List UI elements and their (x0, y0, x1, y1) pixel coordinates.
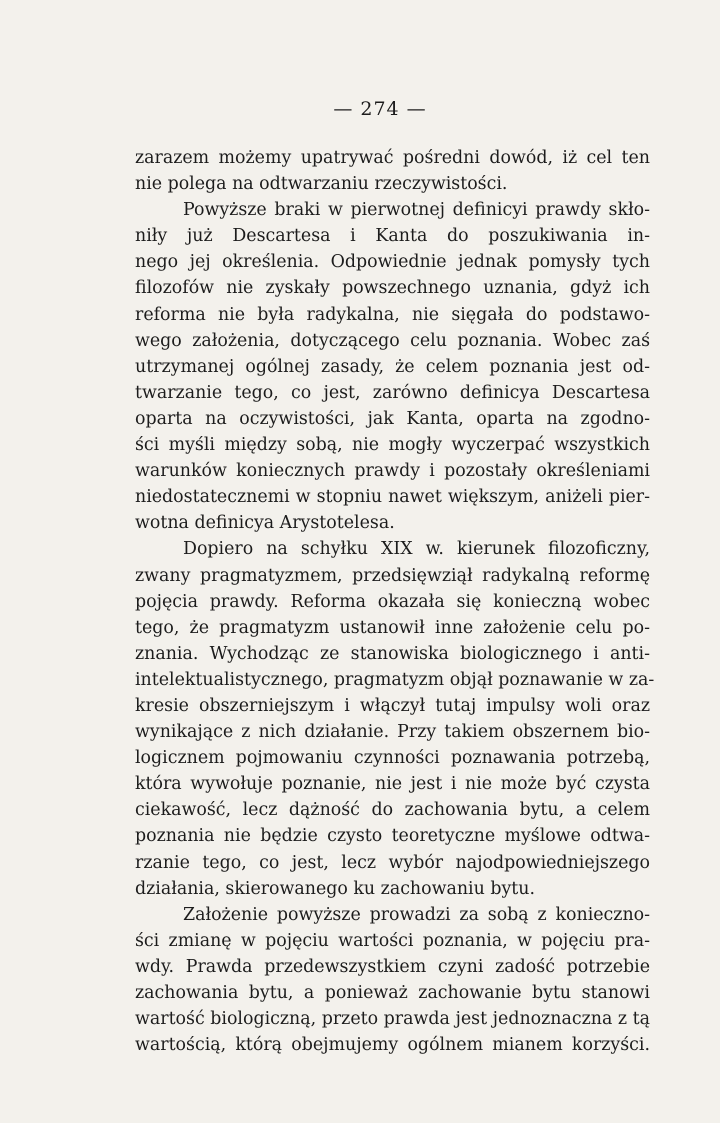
text-line: nego jej określenia. Odpowiednie jednak pomysły tych (135, 252, 650, 273)
text-line: warunków koniecznych prawdy i pozostały określeniami (135, 461, 650, 482)
text-line: poznania nie będzie czysto teoretyczne myślowe odtwa- (135, 826, 650, 847)
text-line: niedostatecznemi w stopniu nawet większym, aniżeli pier- (135, 487, 650, 508)
text-line: twarzanie tego, co jest, zarówno definicya Descartesa (135, 382, 650, 403)
text-line: ciekawość, lecz dążność do zachowania bytu, a celem (135, 800, 650, 821)
text-line: działania, skierowanego ku zachowaniu bytu. (135, 878, 536, 899)
text-line: wdy. Prawda przedewszystkiem czyni zadość potrzebie (135, 956, 650, 977)
text-line: utrzymanej ogólnej zasady, że celem poznania jest od- (135, 356, 650, 377)
text-line: ści myśli między sobą, nie mogły wyczerpać wszystkich (135, 435, 650, 456)
body-text (135, 145, 655, 1058)
text-line: znania. Wychodząc ze stanowiska biologicznego i anti- (135, 643, 650, 664)
text-line: wartość biologiczną, przeto prawda jest jednoznaczna z tą (135, 1009, 650, 1030)
text-line: pojęcia prawdy. Reforma okazała się konieczną wobec (135, 591, 650, 612)
text-line: rzanie tego, co jest, lecz wybór najodpowiedniejszego (135, 852, 650, 873)
text-line: filozofów nie zyskały powszechnego uznania, gdyż ich (135, 278, 650, 299)
text-line: Powyższe braki w pierwotnej definicyi prawdy skło- (183, 200, 650, 221)
text-line: wynikające z nich działanie. Przy takiem obszernem bio- (135, 722, 650, 743)
text-line: wotna definicya Arystotelesa. (135, 513, 395, 534)
text-line: niły już Descartesa i Kanta do poszukiwania in- (135, 226, 650, 247)
text-line: zachowania bytu, a ponieważ zachowanie bytu stanowi (135, 983, 650, 1003)
text-line: tego, że pragmatyzm ustanowił inne założenie celu po- (135, 617, 650, 638)
text-line: Założenie powyższe prowadzi za sobą z konieczno- (183, 904, 650, 925)
text-line: intelektualistycznego, pragmatyzm objął poznawanie w za- (135, 669, 655, 690)
text-line: reforma nie była radykalna, nie sięgała do podstawo- (135, 304, 650, 325)
page-number: — 274 — (333, 98, 427, 120)
text-line: ści zmianę w pojęciu wartości poznania, w pojęciu pra- (135, 930, 650, 951)
text-line: wego założenia, dotyczącego celu poznania. Wobec zaś (135, 330, 650, 351)
text-line: kresie obszerniejszym i włączył tutaj impulsy woli oraz (135, 695, 650, 716)
text-line: zwany pragmatyzmem, przedsięwziął radykalną reformę (135, 565, 650, 586)
text-line: oparta na oczywistości, jak Kanta, oparta na zgodno- (135, 408, 650, 429)
text-line: Dopiero na schyłku XIX w. kierunek filozoficzny, (183, 539, 650, 560)
text-line: nie polega na odtwarzaniu rzeczywistości. (135, 174, 508, 195)
text-line: logicznem pojmowaniu czynności poznawania potrzebą, (135, 748, 650, 769)
text-line: wartością, którą obejmujemy ogólnem mianem korzyści. (135, 1035, 650, 1056)
text-line: która wywołuje poznanie, nie jest i nie może być czysta (135, 774, 650, 795)
text-line: zarazem możemy upatrywać pośredni dowód, iż cel ten (135, 148, 650, 168)
